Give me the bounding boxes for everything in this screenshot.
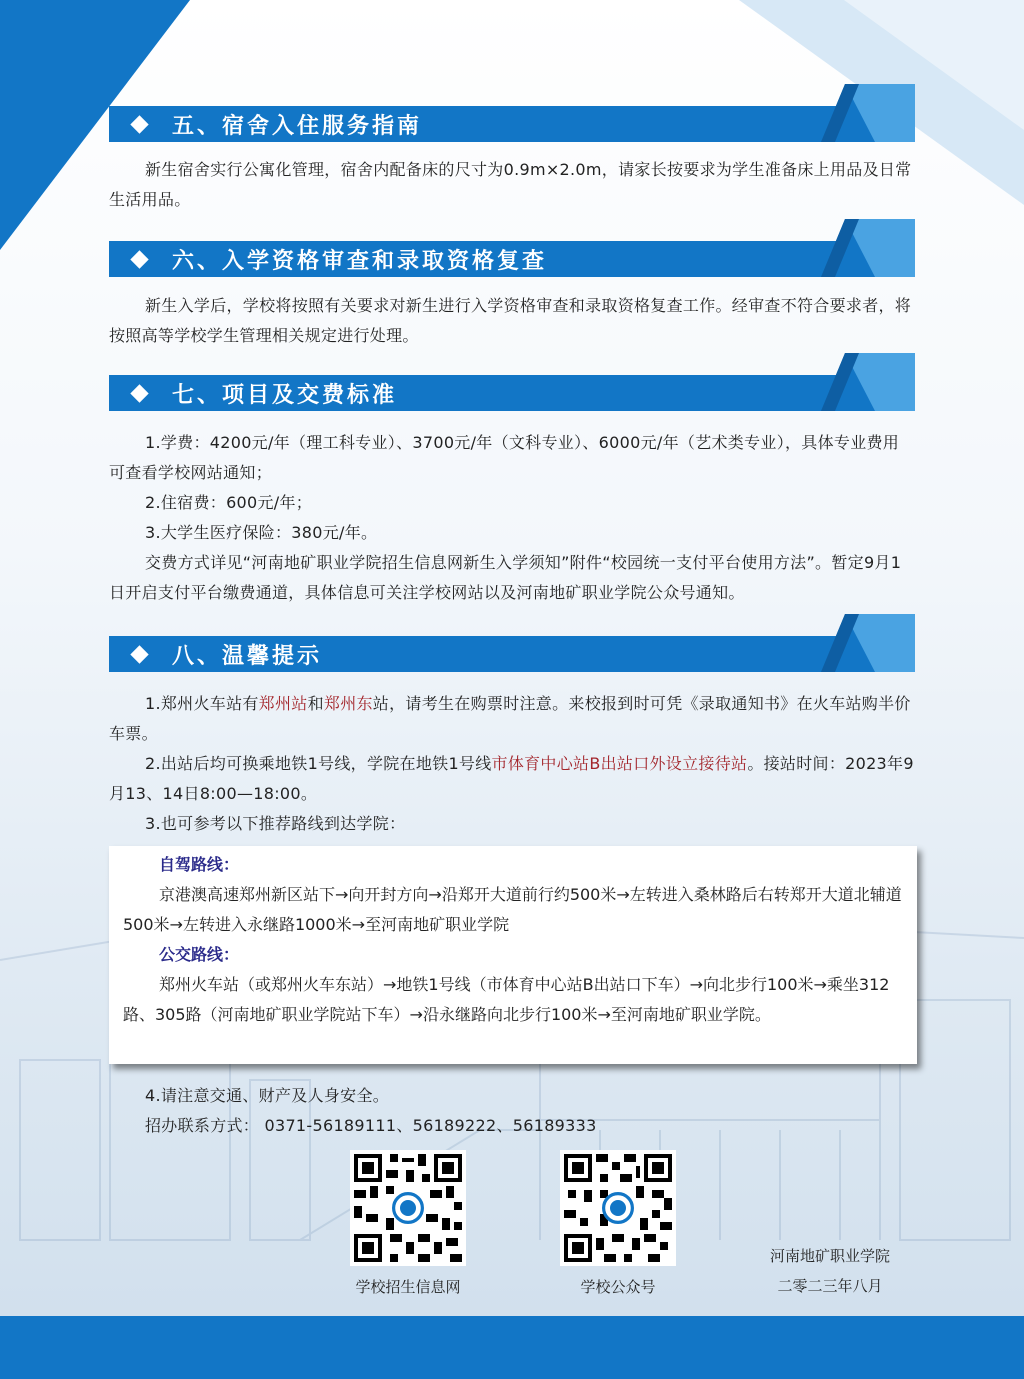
- route-box: [109, 846, 917, 1064]
- section-body-7: [109, 428, 915, 608]
- paragraph: 1.学费：4200元/年（理工科专业）、3700元/年（文科专业）、6000元/年（艺术类专业），具体专业费用可查看学校网站通知；: [109, 433, 900, 482]
- section-body-5: [109, 155, 915, 215]
- bus-route-title: 公交路线：: [159, 945, 240, 964]
- section-header-5: [109, 106, 915, 142]
- bus-route-text: 郑州火车站（或郑州火车东站）→地铁1号线（市体育中心站B出站口下车）→向北步行100米→乘坐312路、305路（河南地矿职业学院站下车）→沿永继路向北步行100米→至河南地矿职业学院。: [123, 975, 890, 1024]
- text: 2.出站后均可换乘地铁1号线，学院在地铁1号线: [145, 754, 492, 773]
- section-body-6: [109, 291, 915, 351]
- qr-code-icon: [350, 1150, 466, 1266]
- qr-wechat: [558, 1150, 678, 1297]
- highlight-text: 市体育中心站B出站口外设立接待站: [491, 754, 748, 773]
- paragraph-metro: [109, 749, 915, 809]
- paragraph: 2.住宿费：600元/年；: [145, 493, 313, 512]
- signature-org: 河南地矿职业学院: [769, 1247, 890, 1265]
- footer-bar: [0, 1316, 1024, 1379]
- text: 。接站时间：2023年9月13、14日8:00—18:00。: [109, 754, 914, 803]
- paragraph-train: [109, 689, 915, 749]
- diamond-bullet-icon: [130, 115, 148, 133]
- diamond-bullet-icon: [130, 384, 148, 402]
- qr-label-admissions: 学校招生信息网: [355, 1278, 461, 1296]
- drive-route-text: 京港澳高速郑州新区站下→向开封方向→沿郑开大道前行约500米→左转进入桑林路后右转郑开大道北辅道500米→左转进入永继路1000米→至河南地矿职业学院: [123, 885, 902, 934]
- paragraph-routes-intro: 3.也可参考以下推荐路线到达学院：: [145, 814, 406, 833]
- paragraph: 3.大学生医疗保险：380元/年。: [145, 523, 378, 542]
- section-title-8: 八、温馨提示: [172, 643, 323, 669]
- text: 1.郑州火车站有: [145, 694, 259, 713]
- qr-admissions: [348, 1150, 468, 1297]
- highlight-text: 郑州东: [323, 694, 373, 713]
- qr-code-icon: [560, 1150, 676, 1266]
- section-title-6: 六、入学资格审查和录取资格复查: [172, 248, 548, 274]
- section-tab-decoration-8: [815, 610, 915, 672]
- section-header-7: [109, 375, 915, 411]
- signature-date: 二零二三年八月: [777, 1277, 883, 1295]
- section-tab-decoration-5: [815, 80, 915, 142]
- text: 站，请考生在购票时注意。来校报到时可凭《录取通知书》在火车站购半价车票。: [109, 694, 911, 743]
- section-header-6: [109, 241, 915, 277]
- paragraph-safety: 4.请注意交通、财产及人身安全。: [145, 1086, 390, 1105]
- paragraph: 新生入学后，学校将按照有关要求对新生进行入学资格审查和录取资格复查工作。经审查不符合要求者，将按照高等学校学生管理相关规定进行处理。: [109, 296, 912, 345]
- paragraph: 交费方式详见“河南地矿职业学院招生信息网新生入学须知”附件“校园统一支付平台使用方法”。暂定9月1日开启支付平台缴费通道，具体信息可关注学校网站以及河南地矿职业学院公众号通知。: [109, 553, 902, 602]
- section-tab-decoration-7: [815, 349, 915, 411]
- section-body-8-tail: [109, 1081, 915, 1141]
- section-tab-decoration-6: [815, 215, 915, 277]
- highlight-text: 郑州站: [258, 694, 308, 713]
- diamond-bullet-icon: [130, 250, 148, 268]
- text: 和: [307, 694, 324, 713]
- paragraph-contact: 招办联系方式： 0371-56189111、56189222、56189333: [145, 1116, 597, 1135]
- qr-label-wechat: 学校公众号: [580, 1278, 656, 1296]
- section-header-8: [109, 636, 915, 672]
- diamond-bullet-icon: [130, 645, 148, 663]
- drive-route-title: 自驾路线：: [159, 855, 240, 874]
- paragraph: 新生宿舍实行公寓化管理，宿舍内配备床的尺寸为0.9m×2.0m，请家长按要求为学生准备床上用品及日常生活用品。: [109, 160, 912, 209]
- section-title-5: 五、宿舍入住服务指南: [172, 113, 423, 139]
- section-body-8: [109, 689, 915, 839]
- section-title-7: 七、项目及交费标准: [172, 382, 398, 408]
- signature: [750, 1241, 910, 1301]
